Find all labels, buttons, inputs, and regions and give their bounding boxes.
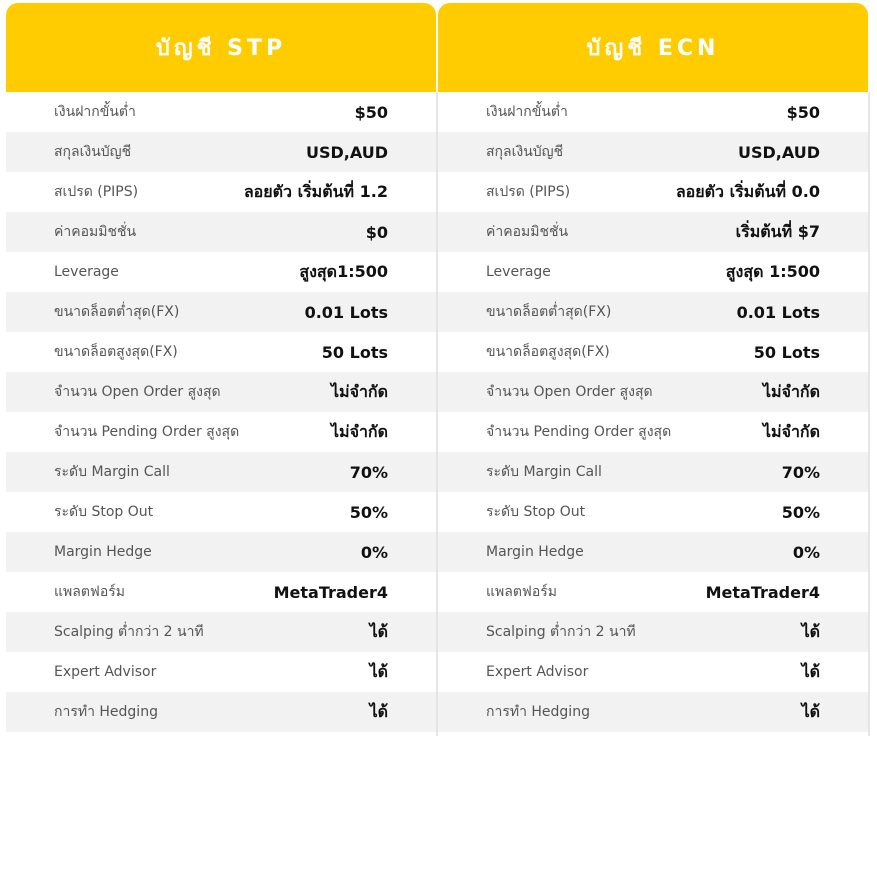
spec-label: Scalping ต่ำกว่า 2 นาที <box>486 624 636 640</box>
spec-label: สเปรด (PIPS) <box>486 184 571 200</box>
spec-row-min-deposit <box>6 92 436 132</box>
spec-value: 50 Lots <box>753 342 820 362</box>
spec-row-leverage <box>438 252 868 292</box>
spec-row-leverage <box>6 252 436 292</box>
spec-value: 0% <box>792 542 820 562</box>
spec-row-commission <box>6 212 436 252</box>
spec-value: 0.01 Lots <box>736 302 820 322</box>
spec-row-scalping <box>438 612 868 652</box>
spec-value: 0.01 Lots <box>304 302 388 322</box>
spec-value: ได้ <box>801 621 820 641</box>
column-divider <box>868 92 870 736</box>
spec-row-max-pending-orders <box>6 412 436 452</box>
spec-row-platform <box>438 572 868 612</box>
spec-label: ขนาดล็อตสูงสุด(FX) <box>486 344 610 360</box>
stp-card-title: บัญชี STP <box>155 36 287 61</box>
spec-row-max-open-orders <box>6 372 436 412</box>
spec-label: แพลตฟอร์ม <box>54 584 125 600</box>
stp-spec-list <box>6 92 436 732</box>
spec-value: MetaTrader4 <box>705 582 820 602</box>
spec-row-min-deposit <box>438 92 868 132</box>
spec-value: สูงสุด1:500 <box>299 261 388 281</box>
spec-label: ระดับ Margin Call <box>54 464 170 480</box>
spec-row-max-lot <box>438 332 868 372</box>
spec-value: 50% <box>349 502 388 522</box>
spec-value: 0% <box>360 542 388 562</box>
spec-row-min-lot <box>438 292 868 332</box>
spec-row-expert-advisor <box>6 652 436 692</box>
spec-value: ไม่จำกัด <box>762 381 820 401</box>
spec-label: เงินฝากขั้นต่ำ <box>54 104 136 120</box>
spec-value: 50% <box>781 502 820 522</box>
spec-value: ได้ <box>369 621 388 641</box>
spec-value: ไม่จำกัด <box>762 421 820 441</box>
spec-label: Margin Hedge <box>54 544 152 560</box>
spec-row-max-lot <box>6 332 436 372</box>
spec-label: จำนวน Pending Order สูงสุด <box>486 424 672 440</box>
spec-value: ไม่จำกัด <box>330 381 388 401</box>
spec-value: ได้ <box>369 661 388 681</box>
spec-row-margin-call <box>6 452 436 492</box>
spec-value: ได้ <box>801 661 820 681</box>
spec-label: ค่าคอมมิชชั่น <box>54 224 137 240</box>
ecn-account-card <box>438 3 868 732</box>
spec-value: 70% <box>349 462 388 482</box>
spec-row-hedging <box>438 692 868 732</box>
spec-value: USD,AUD <box>305 142 388 162</box>
spec-value: เริ่มต้นที่ $7 <box>735 221 820 241</box>
spec-label: แพลตฟอร์ม <box>486 584 557 600</box>
spec-value: ได้ <box>369 701 388 721</box>
spec-label: ขนาดล็อตสูงสุด(FX) <box>54 344 178 360</box>
spec-row-margin-hedge <box>438 532 868 572</box>
spec-row-min-lot <box>6 292 436 332</box>
spec-value: MetaTrader4 <box>273 582 388 602</box>
spec-value: ลอยตัว เริ่มต้นที่ 0.0 <box>675 181 820 201</box>
spec-label: Leverage <box>54 264 119 280</box>
spec-label: เงินฝากขั้นต่ำ <box>486 104 568 120</box>
spec-value: 70% <box>781 462 820 482</box>
spec-label: สกุลเงินบัญชี <box>486 144 564 160</box>
spec-value: ไม่จำกัด <box>330 421 388 441</box>
spec-label: Margin Hedge <box>486 544 584 560</box>
spec-label: จำนวน Open Order สูงสุด <box>486 384 653 400</box>
spec-label: ขนาดล็อตต่ำสุด(FX) <box>54 304 180 320</box>
ecn-card-title: บัญชี ECN <box>586 36 720 61</box>
ecn-card-header <box>438 3 868 92</box>
spec-label: การทำ Hedging <box>54 704 158 720</box>
spec-row-stop-out <box>438 492 868 532</box>
spec-label: Expert Advisor <box>54 664 157 680</box>
spec-label: การทำ Hedging <box>486 704 590 720</box>
spec-label: ระดับ Stop Out <box>54 504 154 520</box>
spec-row-expert-advisor <box>438 652 868 692</box>
spec-row-currency <box>438 132 868 172</box>
spec-row-margin-call <box>438 452 868 492</box>
spec-label: สกุลเงินบัญชี <box>54 144 132 160</box>
spec-value: $0 <box>365 222 388 242</box>
stp-card-header <box>6 3 436 92</box>
spec-value: $50 <box>354 102 388 122</box>
spec-label: จำนวน Open Order สูงสุด <box>54 384 221 400</box>
spec-label: Expert Advisor <box>486 664 589 680</box>
spec-row-platform <box>6 572 436 612</box>
spec-label: จำนวน Pending Order สูงสุด <box>54 424 240 440</box>
spec-label: ระดับ Margin Call <box>486 464 602 480</box>
spec-row-currency <box>6 132 436 172</box>
spec-label: Scalping ต่ำกว่า 2 นาที <box>54 624 204 640</box>
spec-row-hedging <box>6 692 436 732</box>
spec-label: Leverage <box>486 264 551 280</box>
spec-label: ค่าคอมมิชชั่น <box>486 224 569 240</box>
ecn-spec-list <box>438 92 868 732</box>
spec-label: ขนาดล็อตต่ำสุด(FX) <box>486 304 612 320</box>
stp-account-card <box>6 3 436 732</box>
spec-value: USD,AUD <box>737 142 820 162</box>
spec-value: $50 <box>786 102 820 122</box>
spec-value: ลอยตัว เริ่มต้นที่ 1.2 <box>243 181 388 201</box>
spec-row-margin-hedge <box>6 532 436 572</box>
spec-row-scalping <box>6 612 436 652</box>
spec-value: สูงสุด 1:500 <box>725 261 820 281</box>
spec-row-spread <box>438 172 868 212</box>
spec-row-max-open-orders <box>438 372 868 412</box>
spec-row-stop-out <box>6 492 436 532</box>
spec-value: ได้ <box>801 701 820 721</box>
spec-value: 50 Lots <box>321 342 388 362</box>
spec-row-spread <box>6 172 436 212</box>
spec-row-max-pending-orders <box>438 412 868 452</box>
spec-label: สเปรด (PIPS) <box>54 184 139 200</box>
spec-row-commission <box>438 212 868 252</box>
spec-label: ระดับ Stop Out <box>486 504 586 520</box>
